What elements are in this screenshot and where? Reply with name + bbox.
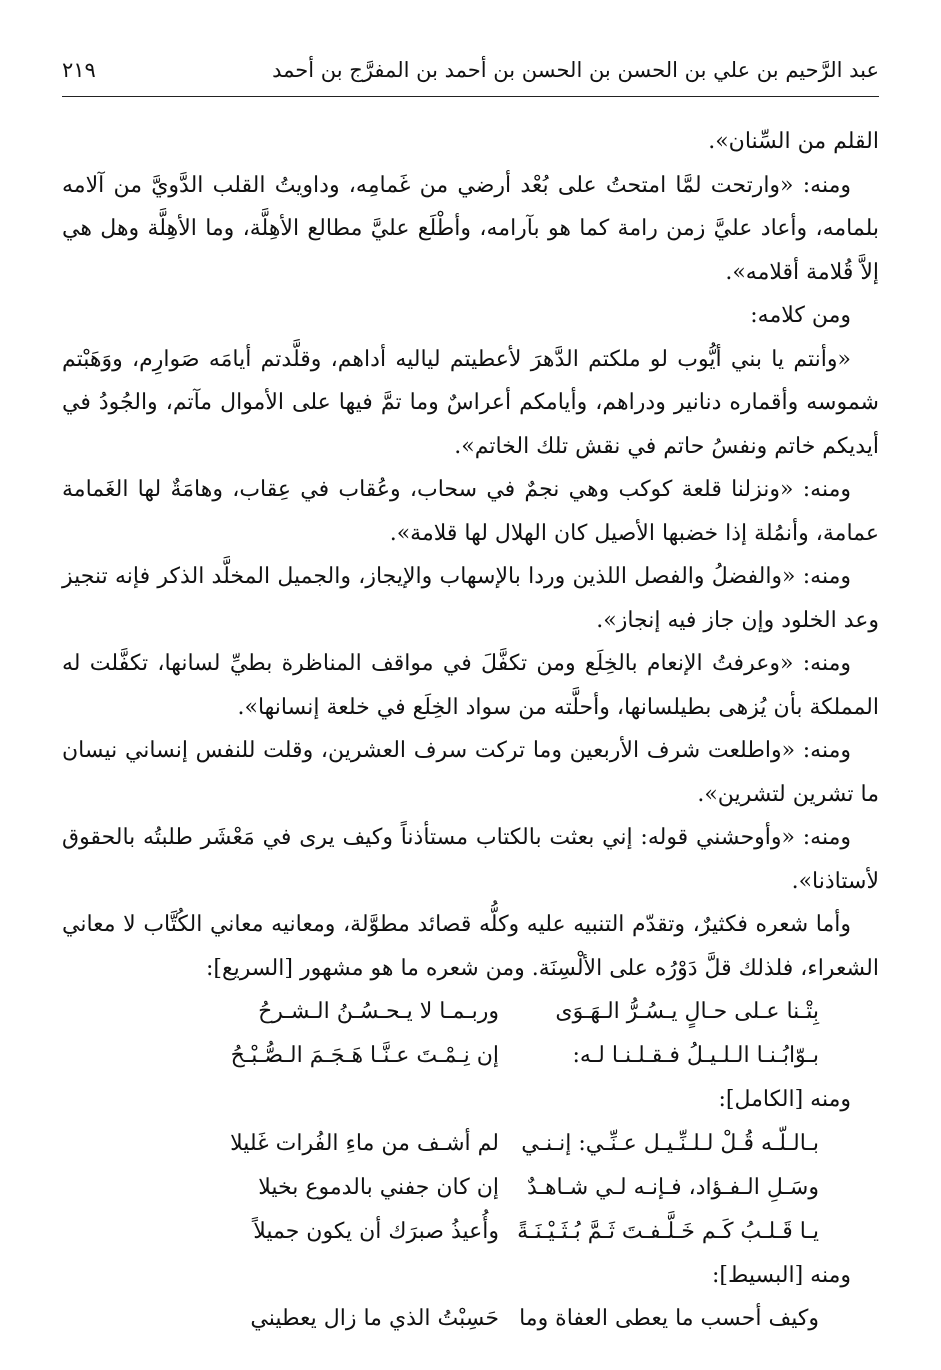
verse-first-hemistich: بِتْـنا عـلى حـالٍ يـسُـرُّ الـهَـوَى — [555, 999, 819, 1024]
paragraph: ومن كلامه: — [750, 303, 851, 328]
verse — [62, 1210, 819, 1254]
body-text — [62, 120, 879, 1341]
verse — [62, 1297, 819, 1341]
running-header — [62, 50, 879, 97]
verse-first-hemistich: يـا قَـلـبُ كَـم خَـلَّـفـتَ ثَـمَّ بُـثَـيْـنَـةً — [517, 1218, 819, 1244]
poem-heading: ومنه [البسيط]: — [711, 1262, 851, 1288]
paragraph: ومنه: «وأوحشني قوله: إني بعثت بالكتاب مستأذناً وكيف يرى في مَعْشَر طلبتُه بالحقوق لأستاذنا». — [62, 825, 879, 894]
verse — [62, 990, 819, 1034]
paragraph: ومنه: «ونزلنا قلعة كوكب وهي نجمٌ في سحاب، وعُقاب في عِقاب، وهامَةٌ لها الغَمامة عمامة، وأنمُلة إذا خضبها الأصيل كان الهلال لها قلامة». — [62, 477, 879, 546]
verse — [62, 1122, 819, 1166]
paragraph: «وأنتم يا بني أيُّوب لو ملكتم الدَّهرَ لأعطيتم لياليه أداهم، وقلَّدتم أيامَه صَوارِم، ووَهَبْتم شموسه وأقماره دنانير ودراهم، وأيامكم أعراسٌ وما تمَّ فيها على الأموال مآتم، والجُودُ في أيديكم خاتم ونفسُ حاتم في نقش تلك الخاتم». — [62, 346, 879, 459]
poem-heading: ومنه [الكامل]: — [718, 1087, 851, 1112]
paragraph: ومنه: «وعرفتُ الإنعام بالخِلَع ومن تكفَّلَ في مواقف المناظرة بطيِّ لسانها، تكفَّلت له المملكة بأن يُزهى بطيلسانها، وأحلَّته من سواد الخِلَع في خلعة إنسانها». — [62, 651, 879, 720]
paragraph: ومنه: «واطلعت شرف الأربعين وما تركت سرف العشرين، وقلت للنفس إنساني نيسان ما تشرين لتشرين». — [62, 738, 879, 807]
paragraph: وأما شعره فكثيرٌ، وتقدّم التنبيه عليه وكلُّه قصائد مطوَّلة، ومعانيه معاني الكُتَّاب لا معاني الشعراء، فلذلك قلَّ دَوْرُه على الألْسِنَة. ومن شعره ما هو مشهور [السريع]: — [62, 912, 879, 981]
running-title: عبد الرَّحيم بن علي بن الحسن بن الحسن بن أحمد بن المفرَّج بن أحمد — [272, 58, 879, 82]
poem — [62, 990, 879, 1078]
verse — [62, 1034, 819, 1078]
verse-second-hemistich: إن كان جفني بالدموع بخيلا — [258, 1174, 499, 1200]
verse-second-hemistich: إن نِـمْـتَ عـنَّـا هَـجَـمَ الـصُّـبْـحُ — [230, 1043, 499, 1068]
poem — [62, 1122, 879, 1254]
verse-first-hemistich: وكيف أحسب ما يعطى العفاة وما — [519, 1306, 819, 1331]
verse-first-hemistich: بـالـلّـه قُـلْ لـلـنِّـيـل عـنِّـي: إنـنـي — [521, 1130, 819, 1156]
verse-first-hemistich: وسَـلِ الـفـؤاد، فـإنـه لـي شـاهـدٌ — [526, 1174, 819, 1200]
verse-second-hemistich: وأُعيذُ صبرَك أن يكون جميلاً — [253, 1218, 499, 1244]
verse — [62, 1166, 819, 1210]
paragraph: القلم من السِّنان». — [708, 129, 879, 154]
verse-first-hemistich: بـوّابُـنـا الـلـيـلُ فـقـلـنـا لـه: — [572, 1043, 819, 1068]
verse-second-hemistich: حَسِبْتُ الذي ما زال يعطيني — [250, 1306, 499, 1331]
verse-second-hemistich: لم أشـف من ماءِ الفُرات غَليلا — [230, 1130, 499, 1156]
verse-second-hemistich: وربـمـا لا يـحـسُـنُ الـشـرحُ — [258, 999, 499, 1024]
page-number: ٢١٩ — [62, 58, 96, 82]
poem — [62, 1297, 879, 1341]
paragraph: ومنه: «والفضلُ والفصل اللذين وردا بالإسهاب والإيجاز، والجميل المخلَّد الذكر فإنه تنجيز وعد الخلود وإن جاز فيه إنجاز». — [62, 564, 879, 633]
paragraph: ومنه: «وارتحت لمَّا امتحتُ على بُعْد أرضي من غَمامِه، وداويتُ القلب الدَّويَّ من آلامه بلمامه، وأعاد عليَّ زمن رامة كما هو بآرامه، وأطْلَع عليَّ مطالع الأهِلَّة، وما الأهِلَّة وهل هي إلاَّ قُلامة أقلامه». — [62, 172, 879, 285]
